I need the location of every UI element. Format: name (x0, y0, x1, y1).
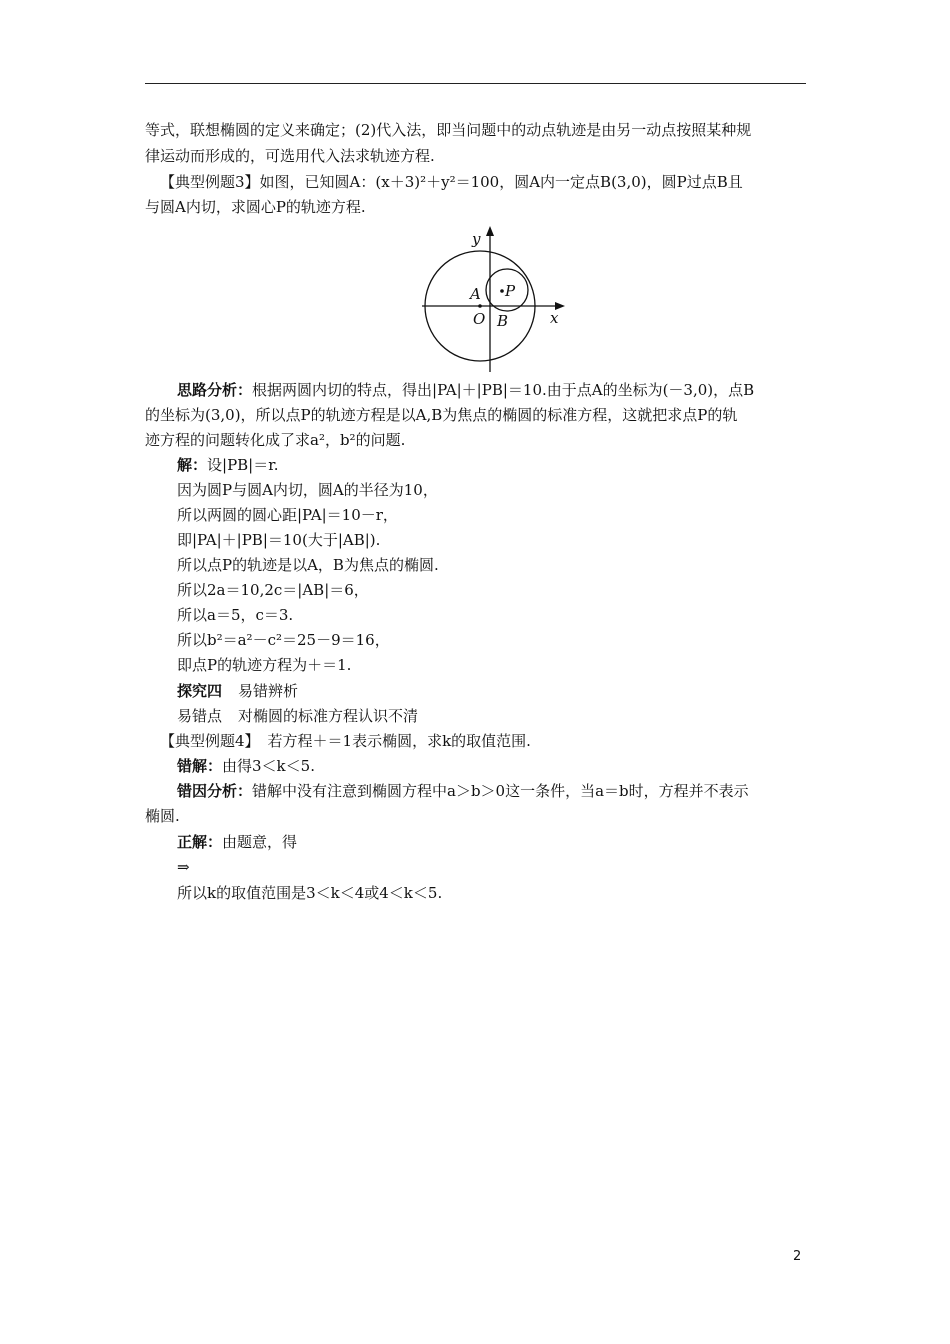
wrong-label: 错解： (177, 757, 223, 775)
example3-tag: 【典型例题3】 (160, 173, 260, 191)
circle-figure-svg (420, 224, 570, 376)
solution-line-5: 所以2a＝10,2c＝|AB|＝6， (177, 581, 369, 599)
solution-line-1: 因为圆P与圆A内切，圆A的半径为10， (177, 481, 438, 499)
circle-figure (420, 224, 570, 376)
example3-line-1 (160, 172, 806, 192)
example4-text: 若方程＋＝1表示椭圆，求k的取值范围. (267, 732, 531, 750)
point-a (478, 304, 482, 308)
y-axis-arrow (486, 226, 494, 236)
analysis-text: 根据两圆内切的特点，得出|PA|＋|PB|＝10.由于点A的坐标为(－3,0)，点B (252, 381, 755, 399)
analysis-line-3: 迹方程的问题转化成了求a²，b²的问题. (145, 431, 406, 449)
solution-line-6: 所以a＝5，c＝3. (177, 606, 294, 624)
example3-line-2: 与圆A内切，求圆心P的轨迹方程. (145, 198, 366, 216)
section4-subtitle: 易错辨析 (238, 682, 299, 700)
section4-heading (177, 681, 806, 701)
correct-label: 正解： (177, 833, 223, 851)
label-o: O (473, 310, 486, 328)
cause-text: 错解中没有注意到椭圆方程中a＞b＞0这一条件，当a＝b时，方程并不表示 (252, 782, 749, 800)
page-number: 2 (793, 1249, 802, 1264)
solution-line-4: 所以点P的轨迹是以A，B为焦点的椭圆. (177, 556, 439, 574)
solution-line-3: 即|PA|＋|PB|＝10(大于|AB|). (177, 531, 381, 549)
section4-title: 探究四 (177, 682, 223, 700)
error-point-label: 易错点 (177, 707, 223, 725)
solution-text: 设|PB|＝r. (207, 456, 279, 474)
example4-line (160, 731, 806, 751)
example4-tag: 【典型例题4】 (160, 732, 260, 750)
solution-line-8: 即点P的轨迹方程为＋＝1. (177, 656, 352, 674)
header-rule (145, 83, 806, 84)
intro-line-2: 律运动而形成的，可选用代入法求轨迹方程. (145, 147, 435, 165)
correct-arrow: ⇒ (177, 858, 190, 876)
correct-text: 由题意，得 (222, 833, 298, 851)
error-point-line (177, 706, 806, 726)
wrong-text: 由得3＜k＜5. (222, 757, 315, 775)
solution-line-2: 所以两圆的圆心距|PA|＝10－r， (177, 506, 398, 524)
solution-label: 解： (177, 456, 208, 474)
cause-label: 错因分析： (177, 782, 253, 800)
point-p (500, 289, 504, 293)
cause-line-2: 椭圆. (145, 807, 180, 825)
solution-line-7: 所以b²＝a²－c²＝25－9＝16， (177, 631, 390, 649)
intro-line-1: 等式，联想椭圆的定义来确定；(2)代入法，即当问题中的动点轨迹是由另一动点按照某种规 (145, 121, 752, 139)
example3-text: 如图，已知圆A：(x＋3)²＋y²＝100，圆A内一定点B(3,0)，圆P过点B且 (259, 173, 743, 191)
analysis-label: 思路分析： (177, 381, 253, 399)
label-p: P (505, 282, 516, 300)
analysis-line-2: 的坐标为(3,0)，所以点P的轨迹方程是以A,B为焦点的椭圆的标准方程，这就把求点P的轨 (145, 406, 738, 424)
wrong-solution-line (177, 756, 806, 776)
label-y: y (472, 230, 481, 248)
cause-line-1 (177, 781, 806, 801)
correct-solution-line (177, 832, 806, 852)
correct-conclusion: 所以k的取值范围是3＜k＜4或4＜k＜5. (177, 884, 443, 902)
label-b: B (497, 312, 509, 330)
label-x: x (550, 309, 559, 327)
analysis-line-1 (177, 380, 806, 400)
label-a: A (470, 285, 481, 303)
error-point-text: 对椭圆的标准方程认识不清 (238, 707, 419, 725)
solution-line-0 (177, 455, 806, 475)
